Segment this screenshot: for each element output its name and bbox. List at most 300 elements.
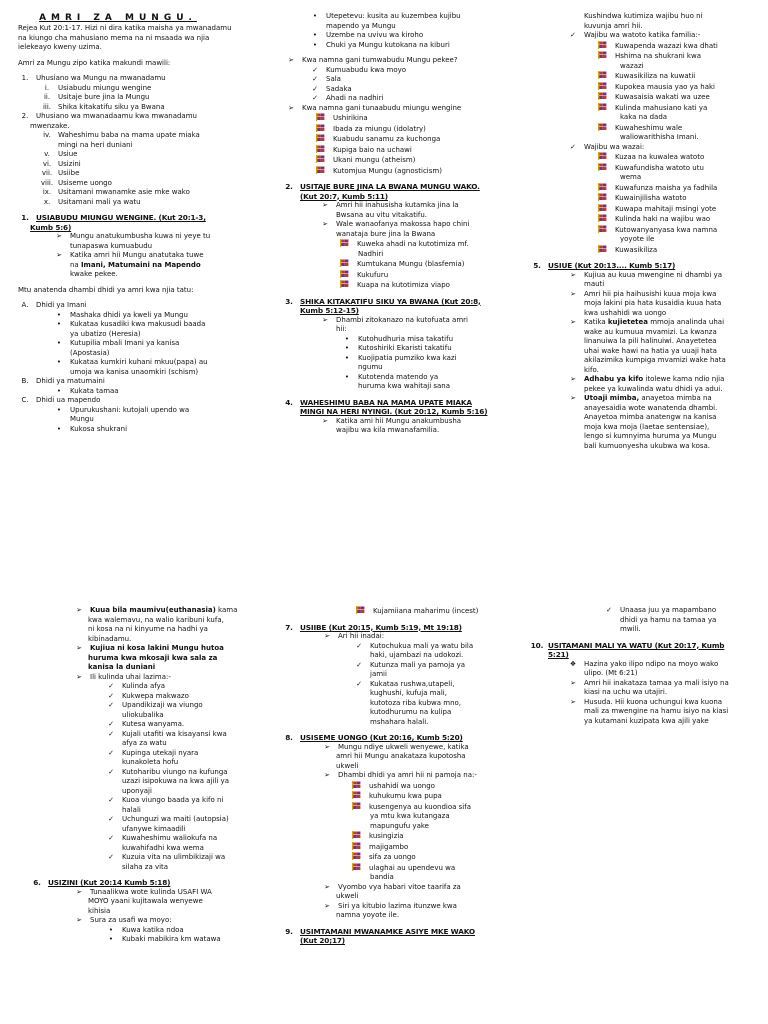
arrow-bullet-icon: ➢ — [570, 270, 576, 279]
item-text: kunakoleta hofu — [122, 758, 179, 766]
item-text: Mtu anatenda dhambi dhidi ya amri kwa njia tatu: — [18, 285, 194, 294]
item-text: Kuabudu sanamu za kuchonga — [333, 135, 441, 143]
check-bullet-icon: ✓ — [312, 94, 318, 102]
item-text: kusengenya au kuondioa sifa — [369, 802, 471, 811]
check-list-item — [0, 31, 768, 41]
item-text: kwa walemavu, na walio karibuni kufa, — [88, 615, 224, 624]
arrow-bullet-icon: ➢ — [324, 742, 330, 751]
item-text: Kwa namna gani tunaabudu miungu wengine — [302, 103, 462, 112]
arrow-bullet-icon: ➢ — [570, 394, 576, 402]
check-bullet-icon: ✓ — [570, 142, 576, 151]
list-number: 2. — [285, 182, 293, 191]
item-text: Uhusiano wa Mungu na mwanadamu — [36, 74, 166, 82]
item-text: USITAJE BURE JINA LA BWANA MUNGU WAKO. — [300, 182, 480, 191]
list-number: vi. — [42, 159, 52, 168]
arrow-list-item — [0, 883, 520, 893]
text-line — [0, 622, 768, 635]
item-text: (Kut 20:7, Kumb 5:11) — [300, 191, 388, 201]
item-text: Kushindwa kutimiza wajibu huo ni — [584, 12, 703, 20]
item-text: (Apostasia) — [70, 348, 110, 357]
item-text: Kulinda mahusiano kati ya — [615, 103, 708, 112]
section-heading — [0, 733, 520, 743]
arrow-bullet-icon: ➢ — [76, 672, 82, 681]
item-text: Kutoshiriki Ekaristi takatifu — [358, 344, 452, 352]
item-text: Usiseme uongo — [58, 178, 112, 187]
item-text: Kuwa katika ndoa — [122, 925, 184, 934]
item-text: Sadaka — [326, 84, 352, 93]
item-text: kuhukumu kwa pupa — [369, 792, 442, 800]
item-text: Ari hii inadai: — [338, 632, 385, 640]
item-text: mapendo ya Mungu — [326, 21, 396, 30]
check-bullet-icon: ✓ — [312, 84, 318, 93]
flag-bullet-icon — [598, 245, 607, 253]
section-heading — [0, 936, 520, 946]
dot-bullet-icon: • — [108, 935, 114, 943]
text-line — [0, 873, 520, 883]
item-text: Kukosa shukrani — [70, 424, 128, 433]
item-text: ulaghai au upendevu wa — [369, 863, 456, 872]
item-text: (Kut 20;17) — [300, 936, 345, 945]
item-text: wake au kumuua mvamizi. La kwanza — [584, 327, 717, 336]
text-line — [0, 62, 768, 72]
dot-bullet-icon: • — [344, 334, 350, 343]
arrow-bullet-icon: ➢ — [324, 632, 330, 640]
arrow-bullet-icon: ➢ — [322, 416, 328, 425]
text-bold: Kuua bila maumivu(euthanasia) — [90, 606, 216, 614]
text-line — [0, 688, 768, 698]
check-bullet-icon: ✓ — [108, 834, 114, 842]
check-bullet-icon: ✓ — [108, 682, 114, 690]
item-text: ufanywe kimaadili — [122, 824, 186, 833]
item-text: WAHESHIMU BABA NA MAMA UPATE MIAKA — [300, 397, 472, 407]
item-text: Wajibu wa wazai: — [584, 142, 645, 151]
item-text: Kujiua au kuua mwengine ni dhambi ya — [584, 270, 722, 279]
item-text: Kwa namna gani tumwabudu Mungu pekee? — [302, 56, 458, 64]
item-text: Amri hii pia haihusishi kuua moja kwa — [584, 289, 717, 298]
arrow-list-item — [0, 394, 768, 404]
list-number: v. — [44, 150, 50, 158]
flag-bullet-icon — [598, 103, 607, 111]
dot-bullet-icon: • — [344, 372, 350, 381]
flag-bullet-icon — [598, 204, 607, 212]
list-number: 1. — [21, 74, 29, 82]
item-text: kaka na dada — [620, 113, 668, 121]
text-line — [0, 235, 768, 245]
item-text: Usiabudu miungu wengine — [58, 83, 152, 92]
text-line — [0, 752, 520, 762]
item-text: kuvunja amri hii. — [584, 21, 643, 30]
item-text: Mungu — [70, 415, 94, 423]
arrow-list-item — [0, 902, 520, 912]
flag-list-item — [0, 82, 768, 93]
item-text: Katika ami hii Mungu anakumbusha — [336, 416, 462, 425]
flag-list-item — [0, 92, 768, 103]
item-text: kibinadamu. — [88, 634, 132, 643]
item-text: kwake pekee. — [70, 270, 118, 278]
dot-bullet-icon: • — [312, 31, 318, 39]
item-text: Amri hii inakataza tamaa ya mali isiyo na — [584, 678, 729, 687]
arrow-bullet-icon: ➢ — [324, 901, 330, 910]
section-heading — [0, 650, 768, 660]
item-text: Kuojipatia pumziko kwa kazi — [358, 353, 457, 362]
text-line — [0, 432, 768, 442]
item-text: Kuzuia vita na ulimbikizaji wa — [122, 853, 226, 861]
text-pre: na — [70, 260, 81, 269]
column-3-top — [0, 12, 768, 451]
check-bullet-icon: ✓ — [108, 691, 114, 700]
item-text: ya kutamani kuzipata kwa ajili yake — [584, 716, 709, 725]
check-list-item — [0, 140, 768, 153]
item-text: uponyaji — [122, 786, 152, 795]
text-line — [0, 309, 768, 319]
check-bullet-icon: ✓ — [108, 701, 114, 709]
flag-list-item — [0, 152, 768, 163]
item-text: Mashaka dhidi ya kweli ya Mungu — [70, 310, 188, 319]
flag-list-item — [0, 183, 768, 194]
check-bullet-icon: ✓ — [356, 679, 362, 688]
list-number: 10. — [530, 640, 544, 650]
item-text: wanataja bure jina la Bwana — [336, 229, 436, 238]
arrow-bullet-icon: ➢ — [76, 887, 82, 896]
item-text: Kukufuru — [357, 270, 389, 279]
arrow-bullet-icon: ➢ — [322, 201, 328, 209]
flag-list-item — [0, 163, 768, 174]
text-line — [0, 669, 768, 679]
dot-bullet-icon: • — [344, 353, 350, 362]
item-text: Amri hii inahusisha kutamka jina la — [336, 201, 459, 209]
check-bullet-icon: ✓ — [570, 31, 576, 39]
item-text: dhidi ya hamu na tamaa ya — [620, 615, 717, 624]
flag-list-item — [0, 214, 768, 225]
item-text: majigambo — [369, 842, 409, 851]
text-line — [0, 892, 520, 902]
item-text: lengo si kumnyima huruma ya Mungu — [584, 432, 717, 440]
text-line — [0, 762, 520, 772]
item-text: pekee ya kuwalinda watu dhidi ya adui. — [584, 384, 723, 393]
flag-list-item — [0, 791, 520, 802]
item-text: Ibada za miungu (idolatry) — [333, 124, 426, 133]
text-line — [0, 12, 768, 22]
text-post: mmoja analinda uhai — [648, 318, 725, 326]
item-text: Unaasa juu ya mapambano — [620, 606, 717, 614]
text-bold: Utoaji mimba, — [584, 394, 640, 402]
item-text: ukweli — [336, 892, 359, 900]
text-line — [0, 133, 768, 143]
arrow-bullet-icon: ➢ — [322, 220, 328, 228]
dot-bullet-icon: • — [108, 925, 114, 934]
title-text: AMRI ZA MUNGU. — [39, 13, 197, 23]
item-text: Wale wanaofanya makossa hapo chini — [336, 220, 470, 228]
item-text: afya za watu — [122, 739, 167, 747]
item-text: ulipo. (Mt 6:21) — [584, 669, 638, 677]
diamond-bullet-icon: ❖ — [569, 659, 577, 668]
item-text: Dhidi ya Imani — [36, 301, 87, 309]
flag-bullet-icon — [598, 152, 607, 160]
item-text: Katika amri hii Mungu anatutaka tuwe — [70, 251, 204, 259]
item-text: kuwahifadhi kwa wema — [122, 843, 204, 852]
item-text: akilazimika kumpiga mvamizi wake hata — [584, 356, 726, 364]
list-number: 9. — [285, 926, 293, 936]
item-text: namna yoyote ile. — [336, 911, 400, 919]
item-text: kusingizia — [369, 832, 404, 840]
text-line — [0, 822, 520, 832]
item-text: haki, ujambazi na udokozi. — [370, 651, 464, 659]
arrow-bullet-icon: ➢ — [324, 771, 330, 779]
list-number: 1. — [21, 213, 29, 222]
item-text: Mungu anatukumbusha kuwa ni yeye tu — [70, 232, 211, 240]
item-text: Tunaalikwa wote kulinda USAFI WA — [90, 887, 212, 896]
item-text: Husuda. Hii kuona uchungui kwa kuona — [584, 697, 723, 706]
item-text: Kutupilia mbali Imani ya kanisa — [70, 339, 180, 347]
item-text: USIABUDU MIUNGU WENGINE. (Kut 20:1-3, — [36, 213, 206, 222]
text-line — [0, 413, 768, 423]
item-text: Kuwaheshimu wale — [615, 123, 683, 132]
list-number: viii. — [40, 178, 54, 187]
arrow-bullet-icon: ➢ — [76, 644, 82, 652]
item-text: ni kosa na ni kinyume na hadhi ya — [88, 625, 208, 633]
item-text: ukweli — [336, 761, 359, 770]
item-text: Kutomjua Mungu (agnosticism) — [333, 166, 442, 175]
flag-bullet-icon — [598, 193, 607, 201]
item-text: Bwsana au vitu vitakatifu. — [336, 210, 428, 219]
item-text: amri hii Mungu anakataza kupotosha — [336, 752, 466, 760]
flag-bullet-icon — [352, 852, 361, 860]
section-heading — [0, 261, 768, 271]
list-number: 8. — [285, 733, 293, 742]
item-text: Dhambi dhidi ya amri hii ni pamoja na:- — [338, 771, 477, 779]
item-text: Usizini — [58, 159, 81, 168]
text-line — [0, 173, 768, 183]
item-text: ngumu — [358, 363, 383, 371]
flag-list-item — [0, 123, 768, 134]
text-line — [0, 280, 768, 290]
item-text: Kupiga baio na uchawi — [333, 145, 412, 154]
flag-list-item — [0, 41, 768, 52]
item-text: Kuwaheshimu waliokufa na — [122, 834, 218, 842]
check-bullet-icon: ✓ — [356, 660, 362, 669]
dot-bullet-icon: • — [56, 339, 62, 347]
item-text: wema — [620, 173, 642, 181]
list-number: B. — [21, 377, 29, 385]
list-number: A. — [21, 301, 29, 309]
item-text: Kumb 5:12-15) — [300, 306, 359, 315]
arrow-bullet-icon: ➢ — [76, 916, 82, 924]
item-text: Ushirikina — [333, 114, 368, 122]
arrow-bullet-icon: ➢ — [56, 251, 62, 259]
item-text: jamii — [370, 670, 387, 678]
item-text: Kuwasaisia wakati wa uzee — [615, 93, 710, 101]
item-text: Kulinda afya — [122, 682, 166, 690]
item-text: USISEME UONGO (Kut 20:16, Kumb 5:20) — [300, 733, 463, 742]
item-text: Uhusiano wa mwanadaamu kwa mwanadamu — [36, 112, 197, 120]
item-text: Kuwafundisha watoto utu — [615, 163, 704, 172]
item-text: Kutowanyanyasa kwa namna — [615, 225, 718, 234]
dot-bullet-icon: • — [56, 405, 62, 414]
item-text: Ili kulinda uhai lazima:- — [90, 672, 171, 681]
item-text: Usiue — [58, 150, 78, 158]
item-text: yoyote ile — [620, 235, 655, 243]
list-number: x. — [43, 197, 51, 206]
item-text: Kuwapenda wazazi kwa dhati — [615, 41, 718, 50]
item-text: Kupinga utekaji nyara — [122, 748, 199, 757]
item-text: linanuiwa la pili halinuiwi. Anayetetea — [584, 337, 717, 345]
dot-bullet-icon: • — [56, 310, 62, 319]
item-text: ya mtu kwa kutangaza — [370, 812, 450, 820]
item-text: Wajibu wa watoto katika familia:- — [584, 31, 701, 39]
item-text: ya ubatizo (Heresia) — [70, 329, 141, 338]
item-text: ushahidi wa uongo — [369, 781, 435, 790]
list-number: iv. — [43, 131, 51, 139]
item-text: kiasi na uchu wa utajiri. — [584, 688, 668, 696]
flag-list-item — [0, 71, 768, 82]
item-text: Nadhiri — [358, 249, 384, 258]
item-text: uzazi isipokuwa na kwa ajili ya — [122, 777, 229, 785]
item-text: mauti — [584, 280, 605, 288]
item-text: Kujamiiana maharimu (incest) — [373, 607, 479, 615]
item-text: Dhambi zitokanazo na kutofuata amri — [336, 315, 468, 324]
check-bullet-icon: ✓ — [108, 767, 114, 776]
item-text: Amri za Mungu zipo katika makundi mawili: — [18, 58, 171, 67]
item-text: Kuweka ahadi na kutotimiza mf. — [357, 240, 469, 248]
check-bullet-icon: ✓ — [312, 75, 318, 83]
item-text: hii: — [336, 325, 347, 333]
arrow-bullet-icon: ➢ — [570, 697, 576, 706]
item-text: huruma kwa wahitaji sana — [358, 382, 451, 390]
arrow-list-item — [0, 372, 768, 385]
item-text: Hshima na shukrani kwa — [615, 52, 701, 60]
item-text: Kukwepa makwazo — [122, 691, 189, 700]
text-line — [0, 347, 768, 357]
text-bold: Imani, Matumaini na Mapendo — [80, 260, 201, 269]
flag-list-item — [0, 193, 768, 204]
arrow-list-item — [0, 271, 768, 281]
flag-bullet-icon — [352, 791, 361, 799]
column-3-bottom — [0, 606, 768, 726]
check-bullet-icon: ✓ — [312, 65, 318, 74]
flag-bullet-icon — [598, 92, 607, 100]
arrow-list-item — [0, 698, 768, 708]
item-text: Hazina yako ilipo ndipo na moyo wako — [584, 659, 719, 668]
item-text: Kuzaa na kuwalea watoto — [615, 153, 705, 161]
item-text: mwili. — [620, 625, 641, 633]
item-text: waliowarithisha Imani. — [620, 133, 699, 141]
flag-bullet-icon — [598, 41, 607, 49]
flag-bullet-icon — [352, 781, 361, 789]
item-text: kihisia — [88, 906, 111, 915]
text-line — [0, 707, 768, 717]
text-post: itolewe kama ndio njia — [643, 375, 725, 383]
item-text: Kutohudhuria misa takatifu — [358, 334, 454, 343]
item-text: Kumuabudu kwa moyo — [326, 65, 407, 74]
arrow-list-item — [0, 743, 520, 753]
check-bullet-icon: ✓ — [108, 815, 114, 823]
item-text: Uzembe na uvivu wa kiroho — [326, 31, 424, 39]
flag-list-item — [0, 852, 520, 863]
item-text: Uchunguzi wa maiti (autopsia) — [122, 815, 229, 823]
item-text: Kutesa wanyama. — [122, 720, 185, 728]
item-text: USIZINI (Kut 20:14 Kumb 5:18) — [48, 878, 171, 887]
item-text: 5:21) — [548, 650, 569, 659]
text-bold: kujietetea — [607, 318, 649, 326]
flag-list-item — [0, 863, 520, 874]
item-text: Dhidi ua mapendo — [36, 396, 101, 404]
item-text: Dhidi ya matumaini — [36, 377, 105, 385]
item-text: Utepetevu: kusita au kuzembea kujibu — [326, 12, 461, 20]
arrow-bullet-icon: ➢ — [570, 375, 576, 383]
list-number: iii. — [42, 102, 52, 111]
list-number: ix. — [42, 188, 52, 196]
section-heading — [0, 927, 520, 937]
item-text: USIUE (Kut 20:13.... Kumb 5:17) — [548, 261, 676, 270]
item-text: uliokubalika — [122, 710, 164, 719]
item-text: Kutochukua mali ya watu bila — [370, 641, 474, 650]
list-number: 2. — [21, 112, 29, 120]
dot-bullet-icon: • — [56, 320, 62, 328]
item-text: Usiibe — [58, 169, 80, 177]
item-text: kanisa la duniani — [88, 663, 156, 671]
item-text: moja lakini pia hata kusaidia kuua hata — [584, 299, 722, 307]
text-line — [0, 385, 768, 395]
item-text: Kukataa kusadiki kwa makusudi baada — [70, 320, 206, 328]
flag-bullet-icon — [598, 123, 607, 131]
flag-bullet-icon — [352, 831, 361, 839]
text-line — [0, 296, 768, 309]
text-line — [0, 353, 768, 366]
check-bullet-icon: ✓ — [108, 853, 114, 861]
text-line — [0, 616, 768, 626]
arrow-list-item — [0, 315, 768, 328]
flag-list-item — [0, 103, 768, 114]
flag-bullet-icon — [598, 163, 607, 171]
item-text: Chuki ya Mungu kutokana na kiburi — [326, 40, 450, 49]
item-text: Kutunza mali ya pamoja ya — [370, 660, 466, 669]
list-number: 3. — [285, 296, 293, 306]
item-text: Sura za usafi wa moyo: — [90, 916, 172, 924]
item-text: Kuwainjilisha watoto — [615, 194, 687, 202]
item-text: wazazi — [620, 61, 644, 70]
flag-list-item — [0, 842, 520, 853]
item-text: na kiungo cha mahusiano mema na ni msaada wa njia — [18, 33, 210, 42]
list-number: i. — [44, 83, 50, 92]
item-text: Kumb 5:6) — [30, 222, 72, 232]
item-text: Ahadi na nadhiri — [326, 94, 384, 102]
flag-bullet-icon — [598, 51, 607, 59]
arrow-list-item — [0, 679, 768, 689]
list-number: 4. — [285, 397, 293, 407]
flag-bullet-icon — [598, 214, 607, 222]
item-text: USIMTAMANI MWANAMKE ASIYE MKE WAKO — [300, 926, 475, 936]
item-text: kwa ushahidi wa uongo — [584, 308, 667, 317]
item-text: Kuapa na kutotimiza viapo — [357, 281, 450, 289]
list-number: 7. — [285, 622, 293, 632]
text-line — [0, 113, 768, 123]
flag-list-item — [0, 51, 768, 62]
dot-bullet-icon: • — [56, 358, 62, 366]
item-text: ielekeayo kweny uzima. — [18, 43, 102, 51]
item-text: Kuwapa mahitaji msingi yote — [615, 204, 717, 213]
arrow-bullet-icon: ➢ — [570, 318, 576, 326]
item-text: kughushi, kufuja mali, — [370, 689, 447, 697]
item-text: mingi na heri duniani — [58, 140, 133, 149]
list-number: 6. — [33, 878, 41, 887]
check-list-item — [0, 606, 768, 616]
text-line — [0, 328, 768, 338]
item-text: Upandikizaji wa viungo — [122, 701, 203, 709]
dot-bullet-icon: • — [312, 12, 318, 20]
list-number: C. — [21, 396, 29, 404]
check-bullet-icon: ✓ — [108, 796, 114, 804]
arrow-list-item — [0, 290, 768, 300]
